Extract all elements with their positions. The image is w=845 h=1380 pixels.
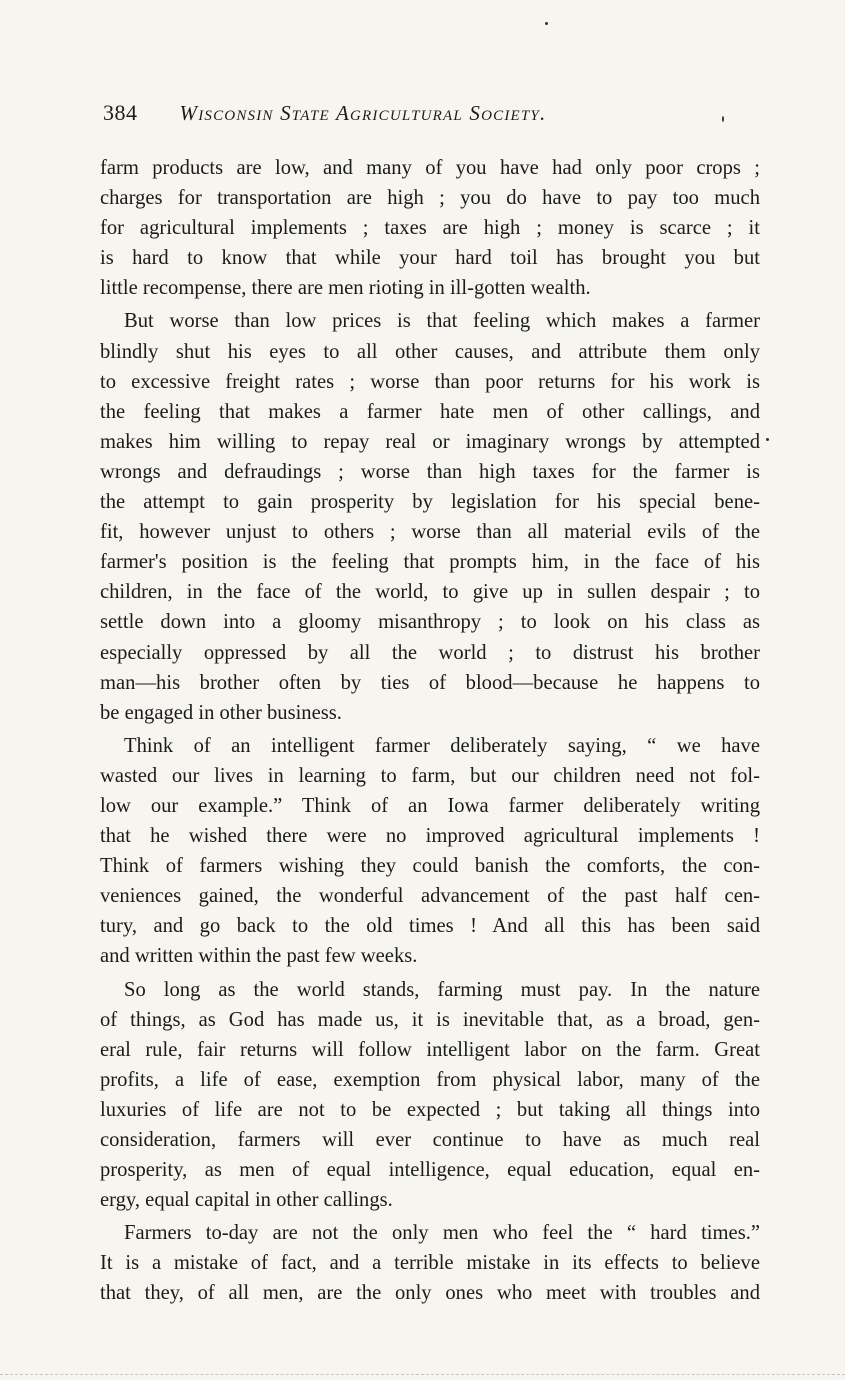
paragraph [100, 975, 760, 1216]
text-line: ergy, equal capital in other callings. [100, 1189, 393, 1212]
text-line: But worse than low prices is that feeling which makes a farmer [124, 310, 760, 333]
text-line: Think of an intelligent farmer deliberately saying, “ we have [124, 734, 760, 757]
text-line: especially oppressed by all the world ; to distrust his brother [100, 641, 760, 664]
text-line: to excessive freight rates ; worse than poor returns for his work is [100, 370, 760, 393]
page-edge [0, 1374, 845, 1375]
page-number: 384 [103, 100, 138, 125]
text-line: Think of farmers wishing they could banish the comforts, the con- [100, 855, 760, 878]
paragraph [100, 153, 760, 303]
text-line: wasted our lives in learning to farm, but our children need not fol- [100, 764, 760, 787]
text-line: fit, however unjust to others ; worse than all material evils of the [100, 521, 760, 544]
text-line: farm products are low, and many of you have had only poor crops ; [100, 157, 760, 179]
text-line: consideration, farmers will ever continue to have as much real [100, 1129, 760, 1151]
text-line: eral rule, fair returns will follow intelligent labor on the farm. Great [100, 1038, 760, 1061]
text-line: the feeling that makes a farmer hate men of other callings, and [100, 400, 760, 423]
text-line: So long as the world stands, farming must pay. In the nature [124, 978, 760, 1001]
text-line: makes him willing to repay real or imaginary wrongs by attempted [100, 430, 760, 453]
text-line: that he wished there were no improved agricultural implements ! [100, 825, 760, 848]
ink-speck [722, 116, 724, 122]
ink-speck [545, 22, 548, 25]
text-line: charges for transportation are high ; you do have to pay too much [100, 187, 760, 210]
text-line: the attempt to gain prosperity by legislation for his special bene- [100, 491, 760, 514]
text-line: It is a mistake of fact, and a terrible mistake in its effects to believe [100, 1252, 760, 1275]
text-line: Farmers to-day are not the only men who feel the “ hard times.” [124, 1222, 760, 1245]
text-line: wrongs and defraudings ; worse than high taxes for the farmer is [100, 460, 760, 483]
text-line: children, in the face of the world, to give up in sullen despair ; to [100, 581, 760, 604]
text-line: low our example.” Think of an Iowa farmer deliberately writing [100, 794, 760, 817]
text-line: for agricultural implements ; taxes are high ; money is scarce ; it [100, 217, 760, 240]
text-line: tury, and go back to the old times ! And all this has been said [100, 915, 760, 938]
page-header [103, 100, 743, 130]
text-line: settle down into a gloomy misanthropy ; to look on his class as [100, 611, 760, 634]
paragraph [100, 1218, 760, 1308]
text-line: profits, a life of ease, exemption from physical labor, many of the [100, 1068, 760, 1091]
paragraph [100, 306, 760, 727]
text-line: prosperity, as men of equal intelligence, equal education, equal en- [100, 1159, 760, 1182]
running-title: Wisconsin State Agricultural Society. [179, 101, 547, 125]
text-line: veniences gained, the wonderful advancement of the past half cen- [100, 885, 760, 908]
text-line: of things, as God has made us, it is inevitable that, as a broad, gen- [100, 1008, 760, 1031]
text-line: that they, of all men, are the only ones who meet with troubles and [100, 1282, 760, 1305]
text-line: blindly shut his eyes to all other causes, and attribute them only [100, 340, 760, 363]
text-line: be engaged in other business. [100, 701, 342, 724]
text-line: man—his brother often by ties of blood—because he happens to [100, 671, 760, 694]
text-line: is hard to know that while your hard toil has brought you but [100, 247, 760, 270]
text-line: farmer's position is the feeling that prompts him, in the face of his [100, 551, 760, 574]
ink-speck [766, 438, 769, 441]
text-line: little recompense, there are men rioting in ill-gotten wealth. [100, 277, 591, 300]
text-line: luxuries of life are not to be expected ; but taking all things into [100, 1098, 760, 1121]
paragraph [100, 731, 760, 972]
text-line: and written within the past few weeks. [100, 945, 418, 968]
body-text [100, 153, 760, 1309]
